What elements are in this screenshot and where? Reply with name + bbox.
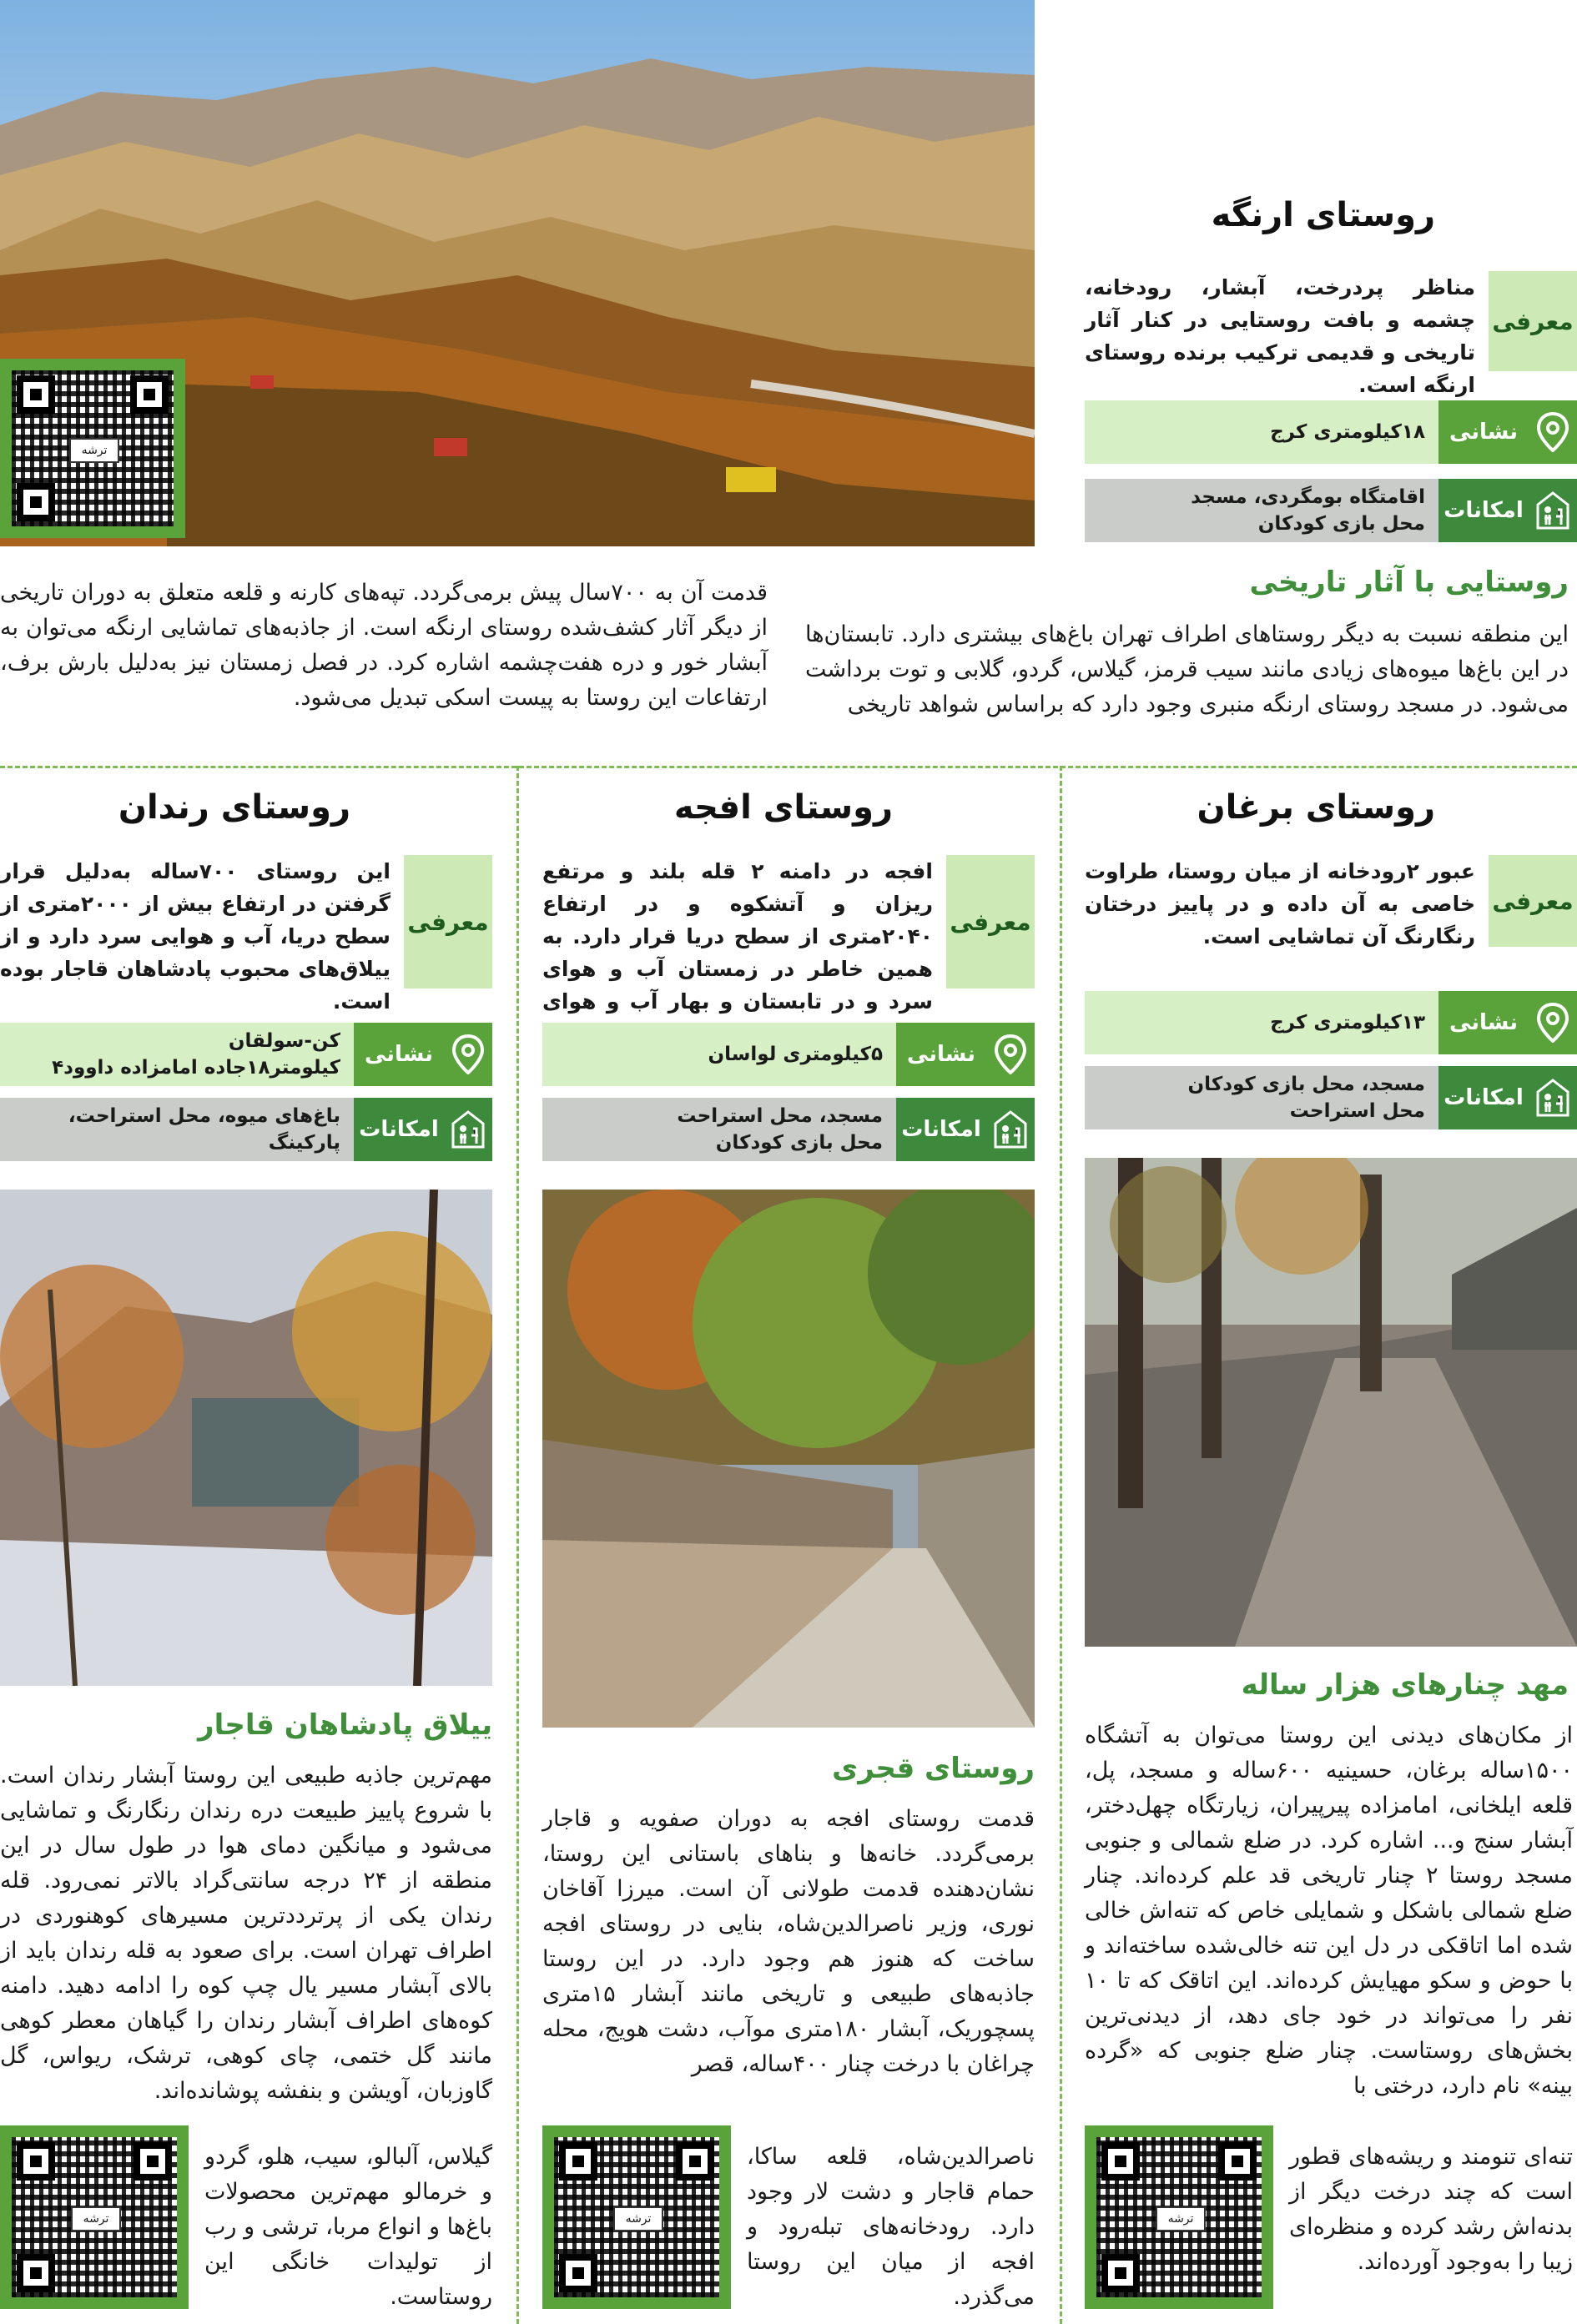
facilities-value [1085, 1066, 1438, 1129]
facilities-icon [1529, 479, 1577, 542]
barghan-intro [1085, 855, 1577, 947]
facilities-label: امکانات [354, 1098, 444, 1161]
arangeh-intro [1085, 271, 1577, 397]
afjeh-subhead: روستای قجری [832, 1752, 1035, 1785]
intro-text: افجه در دامنه ۲ قله بلند و مرتفع ریزان و آتشکوه و در ارتفاع ۲۰۴۰متری از سطح دریا قرار دارد. به همین خاطر در زمستان آب و هوای سرد و در تابستان و بهار آب و هوای [542, 859, 933, 1014]
column-divider-left [516, 766, 519, 2324]
facilities-icon [444, 1098, 492, 1161]
barghan-title: روستای برغان [1197, 788, 1435, 827]
rendan-body-tail: گیلاس، آلبالو، سیب، هلو، گردو و خرمالو مهم‌ترین محصولات باغ‌ها و انواع مربا، ترشی و رب از تولیدات خانگی این روستاست. [204, 2144, 492, 2310]
qr-label: ترشه [71, 2206, 121, 2231]
qr-label: ترشه [613, 2206, 663, 2231]
address-value: ۱۸کیلومتری کرج [1085, 400, 1438, 464]
facilities-label: امکانات [1438, 1066, 1529, 1129]
address-label: نشانی [1438, 400, 1529, 464]
address-line-2: کیلومتر۱۸جاده امامزاده داوود۴ [52, 1057, 340, 1079]
intro-text: مناظر پردرخت، آبشار، رودخانه، چشمه و بافت روستایی در کنار آثار تاریخی و قدیمی ترکیب برنده روستای ارنگه است. [1085, 275, 1475, 397]
facilities-line-2: محل بازی کودکان [1257, 513, 1425, 535]
address-value: ۱۳کیلومتری کرج [1085, 991, 1438, 1054]
arangeh-body-right: این منطقه نسبت به دیگر روستاهای اطراف تهران باغ‌های بیشتری دارد. تابستان‌ها در این باغ‌ها میوه‌های زیادی مانند سیب قرمز، گیلاس، گردو، گلابی و توت برداشت می‌شود. در مسجد روستای ارنگه منبری وجود دارد که براساس شواهد تاریخی [805, 621, 1569, 717]
facilities-value [542, 1098, 896, 1161]
facilities-label: امکانات [1438, 479, 1529, 542]
afjeh-photo [542, 1190, 1035, 1728]
section-divider [0, 766, 1577, 768]
facilities-icon [1529, 1066, 1577, 1129]
rendan-facilities-row [0, 1098, 492, 1161]
facilities-line-2: محل بازی کودکان [715, 1132, 883, 1154]
rendan-body: مهم‌ترین جاذبه طبیعی این روستا آبشار رندان است. با شروع پاییز طبیعت دره رندان رنگارنگ و تماشایی می‌شود و میانگین دمای هوا در طول سال در این منطقه از ۲۴ درجه سانتی‌گراد بالاتر نمی‌رود. قله رندان یکی از پرترددترین مسیرهای کوهنوردی در اطراف تهران است. برای صعود به قله رندان باید از بالای آبشار مسیر یال چپ کوه را ادامه دهید. دامنه کوه‌های اطراف آبشار رندان را گیاهان معطر کوهی مانند گل ختمی، چای کوهی، ترشک، ریواس، گل گاوزبان، آویشن و بنفشه پوشانده‌اند. [0, 1763, 492, 2104]
address-label: نشانی [896, 1023, 986, 1086]
afjeh-facilities-row [542, 1098, 1035, 1161]
location-pin-icon [1529, 400, 1577, 464]
rendan-photo [0, 1190, 492, 1686]
intro-tag: معرفی [404, 855, 492, 988]
afjeh-intro [542, 855, 1035, 1014]
arangeh-title: روستای ارنگه [1211, 196, 1435, 234]
rendan-address-row [0, 1023, 492, 1086]
arangeh-address-row [1085, 400, 1577, 464]
facilities-line-1: مسجد، محل بازی کودکان [1187, 1074, 1425, 1095]
facilities-line-2: محل استراحت [1289, 1100, 1425, 1122]
arangeh-subhead: روستایی با آثار تاریخی [1249, 566, 1569, 599]
rendan-subhead: ییلاق پادشاهان قاجار [198, 1708, 492, 1742]
barghan-photo [1085, 1158, 1577, 1647]
afjeh-address-row [542, 1023, 1035, 1086]
qr-label: ترشه [69, 438, 119, 463]
arangeh-qr-code[interactable] [0, 359, 185, 538]
barghan-qr-code[interactable] [1085, 2125, 1273, 2309]
facilities-label: امکانات [896, 1098, 986, 1161]
facilities-line-1: اقامتگاه بومگردی، مسجد [1191, 486, 1425, 508]
arangeh-body-left: قدمت آن به ۷۰۰سال پیش برمی‌گردد. تپه‌های کارنه و قلعه متعلق به دوران تاریخی از دیگر آثار کشف‌شده روستای ارنگه است. از جاذبه‌های تماشایی ارنگه می‌توان به آبشار خور و دره هفت‌چشمه اشاره کرد. در فصل زمستان نیز به‌دلیل بارش برف، ارتفاعات این روستا به پیست اسکی تبدیل می‌شود. [0, 580, 768, 711]
location-pin-icon [1529, 991, 1577, 1054]
afjeh-qr-code[interactable] [542, 2125, 731, 2309]
rendan-intro [0, 855, 492, 1014]
column-divider-right [1060, 766, 1062, 2324]
facilities-line-1: مسجد، محل استراحت [677, 1105, 883, 1127]
barghan-address-row [1085, 991, 1577, 1054]
rendan-qr-code[interactable] [0, 2125, 189, 2309]
intro-text: عبور ۲رودخانه از میان روستا، طراوت خاصی به آن داده و در پاییز درختان رنگارنگ آن تماشایی است. [1085, 859, 1475, 948]
address-label: نشانی [354, 1023, 444, 1086]
qr-label: ترشه [1156, 2206, 1206, 2231]
facilities-value: باغ‌های میوه، محل استراحت، پارکینگ [0, 1098, 354, 1161]
barghan-subhead: مهد چنارهای هزار ساله [1241, 1668, 1569, 1702]
location-pin-icon [444, 1023, 492, 1086]
facilities-value [1085, 479, 1438, 542]
intro-tag: معرفی [1489, 271, 1577, 371]
arangeh-facilities-row [1085, 479, 1577, 542]
intro-tag: معرفی [946, 855, 1035, 988]
afjeh-body: قدمت روستای افجه به دوران صفویه و قاجار برمی‌گردد. خانه‌ها و بناهای باستانی این روستا، نشان‌دهنده قدمت طولانی آن است. میرزا آقاخان نوری، وزیر ناصرالدین‌شاه، بنایی در روستای افجه ساخت که هنوز هم وجود دارد. در این روستا جاذبه‌های طبیعی و تاریخی مانند آبشار ۱۵متری پسچوریک، آبشار ۱۸۰متری موآب، دشت هویج، محله چراغان با درخت چنار ۴۰۰ساله، قصر [542, 1806, 1035, 2077]
rendan-title: روستای رندان [118, 788, 350, 827]
location-pin-icon [986, 1023, 1035, 1086]
intro-tag: معرفی [1489, 855, 1577, 947]
barghan-body: از مکان‌های دیدنی این روستا می‌توان به آتشگاه ۱۵۰۰ساله برغان، حسینیه ۶۰۰ساله و مسجد، پل، قلعه ایلخانی، امامزاده پیرپیران، زیارتگاه چهل‌دختر، آبشار سنج و... اشاره کرد. در ضلع شمالی و جنوبی مسجد روستا ۲ چنار تاریخی قد علم کرده‌اند. چنار ضلع شمالی باشکل و شمایلی خاص که تنه‌اش خالی شده اما اتاقکی در دل این تنه خالی‌شده ساخته‌اند و با حوض و سکو مهیایش کرده‌اند. این اتاقک که تا ۱۰ نفر را می‌تواند در خود جای دهد، از دیدنی‌ترین بخش‌های روستاست. چنار ضلع جنوبی که «گرده بینه» نام دارد، درختی با [1085, 1723, 1573, 2099]
barghan-facilities-row [1085, 1066, 1577, 1129]
afjeh-body-tail: ناصرالدین‌شاه، قلعه ساکا، حمام قاجار و دشت لار وجود دارد. رودخانه‌های تبله‌رود و افجه از میان این روستا می‌گذرد. [747, 2144, 1035, 2310]
facilities-icon [986, 1098, 1035, 1161]
address-value [0, 1023, 354, 1086]
address-value: ۵کیلومتری لواسان [542, 1023, 896, 1086]
afjeh-title: روستای افجه [673, 788, 893, 827]
barghan-body-tail: تنه‌ای تنومند و ریشه‌های قطور است که چند درخت دیگر از بدنه‌اش رشد کرده و منظره‌ای زیبا را به‌وجود آورده‌اند. [1289, 2144, 1573, 2275]
address-label: نشانی [1438, 991, 1529, 1054]
intro-text: این روستای ۷۰۰ساله به‌دلیل قرار گرفتن در ارتفاع بیش از ۲۰۰۰متری از سطح دریا، آب و هوایی سرد دارد و از ییلاق‌های محبوب پادشاهان قاجار بوده است. [0, 859, 390, 1014]
address-line-1: کن-سولقان [228, 1030, 340, 1052]
